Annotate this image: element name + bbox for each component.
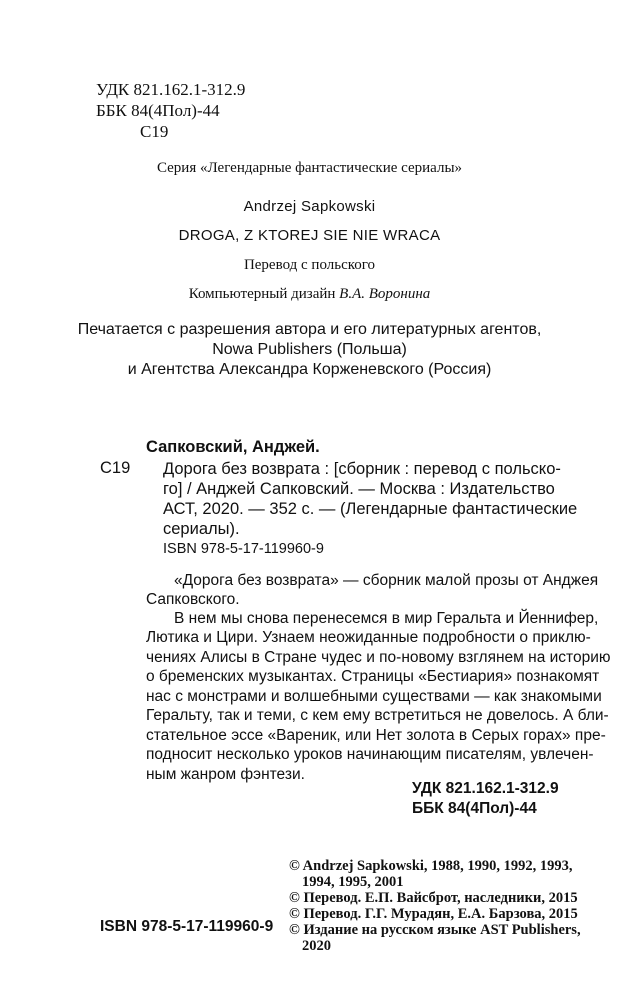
desc-para1-line1: «Дорога без возврата» — сборник малой прозы от Анджея xyxy=(174,572,599,589)
catalog-line: го] / Анджей Сапковский. — Москва : Издательство xyxy=(163,480,555,498)
desc-para2-line1: В нем мы снова перенесемся в мир Геральта и Йеннифер, xyxy=(174,610,599,627)
catalog-line: АСТ, 2020. — 352 с. — (Легендарные фантастические xyxy=(163,500,578,518)
bbk-code: ББК 84(4Пол)-44 xyxy=(96,101,220,120)
catalog-mark: С19 xyxy=(100,459,131,477)
copyright-line: © Перевод. Е.П. Вайсброт, наследники, 2015 xyxy=(289,890,578,906)
original-title: DROGA, Z KTOREJ SIE NIE WRACA xyxy=(178,227,441,244)
desc-line: Лютика и Цири. Узнаем неожиданные подробности о приклю- xyxy=(146,629,591,646)
isbn-bottom: ISBN 978-5-17-119960-9 xyxy=(100,918,274,935)
designer-name: В.А. Воронина xyxy=(339,286,431,302)
desc-line: Геральту, так и теми, с кем ему встретиться не довелось. А бли- xyxy=(146,707,609,724)
permission-block xyxy=(0,320,619,380)
copyright-line: 1994, 1995, 2001 xyxy=(302,874,404,890)
permission-line: Печатается с разрешения автора и его литературных агентов, xyxy=(77,321,542,338)
catalog-isbn: ISBN 978-5-17-119960-9 xyxy=(163,541,324,557)
copyright-line: © Andrzej Sapkowski, 1988, 1990, 1992, 1993, xyxy=(289,858,573,874)
footer-udk: УДК 821.162.1-312.9 xyxy=(412,780,559,797)
design-label: Компьютерный дизайн xyxy=(188,286,340,302)
desc-line: о бременских музыкантах. Страницы «Бестиария» познакомят xyxy=(146,668,600,685)
permission-line: и Агентства Александра Корженевского (Россия) xyxy=(127,361,492,378)
translation-note: Перевод с польского xyxy=(243,257,376,273)
desc-line: ным жанром фэнтези. xyxy=(146,765,305,783)
desc-line: чениях Алисы в Стране чудес и по-новому взглянем на историю xyxy=(146,648,611,666)
design-credit xyxy=(0,286,619,303)
footer-codes xyxy=(412,779,559,819)
udk-code: УДК 821.162.1-312.9 xyxy=(96,80,246,99)
catalog-entry xyxy=(163,459,577,539)
series-line: Серия «Легендарные фантастические сериалы» xyxy=(156,160,463,176)
permission-line: Nowa Publishers (Польша) xyxy=(212,341,407,358)
desc-line: стательное эссе «Вареник, или Нет золота в Серых горах» пре- xyxy=(146,726,606,744)
author-mark: С19 xyxy=(140,122,169,141)
catalog-line: сериалы). xyxy=(163,520,240,538)
desc-line: подносит несколько уроков начинающим писателям, увлечен- xyxy=(146,746,594,763)
copyright-block xyxy=(289,858,581,954)
footer-bbk: ББК 84(4Пол)-44 xyxy=(412,800,537,817)
copyright-line: 2020 xyxy=(302,938,331,954)
desc-para2-rest xyxy=(146,628,611,784)
copyright-line: © Издание на русском языке AST Publishers, xyxy=(289,922,581,938)
catalog-line: Дорога без возврата : [сборник : перевод с польско- xyxy=(163,460,561,478)
original-author: Andrzej Sapkowski xyxy=(243,198,376,215)
copyright-line: © Перевод. Г.Г. Мурадян, Е.А. Барзова, 2015 xyxy=(289,906,578,922)
desc-line: нас с монстрами и волшебными существами — как знакомыми xyxy=(146,687,602,705)
desc-para1-line2: Сапковского. xyxy=(146,591,240,608)
catalog-author-heading: Сапковский, Анджей. xyxy=(146,438,320,456)
